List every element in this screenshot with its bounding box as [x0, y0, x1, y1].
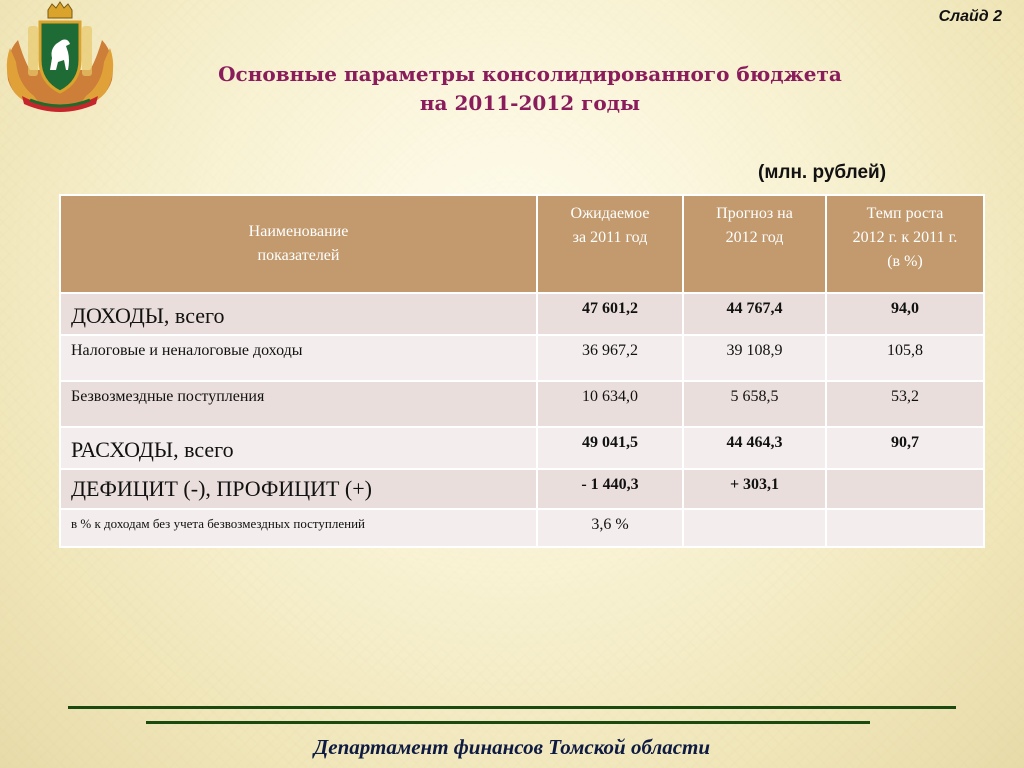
cell-growth — [826, 469, 984, 509]
cell-forecast-2012 — [683, 509, 826, 547]
table-row — [60, 293, 984, 335]
row-name: Налоговые и неналоговые доходы — [60, 335, 537, 381]
header-expected-line2: за 2011 год — [572, 229, 648, 246]
footer-rule-top — [68, 706, 956, 709]
table-row — [60, 469, 984, 509]
cell-expected-2011: 36 967,2 — [537, 335, 683, 381]
page-title — [0, 60, 1024, 118]
header-forecast-line1: Прогноз на — [716, 205, 793, 222]
cell-expected-2011: 47 601,2 — [537, 293, 683, 335]
budget-table — [59, 194, 985, 548]
header-growth-rate — [826, 195, 984, 293]
header-forecast-2012 — [683, 195, 826, 293]
units-label: (млн. рублей) — [758, 162, 887, 183]
cell-forecast-2012: 5 658,5 — [683, 381, 826, 427]
header-growth-line2: 2012 г. к 2011 г. — [852, 229, 958, 246]
row-name: ДОХОДЫ, всего — [60, 293, 537, 335]
table-row — [60, 427, 984, 469]
cell-expected-2011: 10 634,0 — [537, 381, 683, 427]
cell-forecast-2012: 39 108,9 — [683, 335, 826, 381]
table-header-row — [60, 195, 984, 293]
header-growth-line3: (в %) — [887, 253, 923, 270]
cell-forecast-2012: + 303,1 — [683, 469, 826, 509]
cell-growth — [826, 509, 984, 547]
row-name: РАСХОДЫ, всего — [60, 427, 537, 469]
header-growth-line1: Темп роста — [866, 205, 944, 222]
title-line-2: на 2011-2012 годы — [419, 91, 641, 115]
header-name — [60, 195, 537, 293]
header-expected-2011 — [537, 195, 683, 293]
cell-growth: 94,0 — [826, 293, 984, 335]
cell-expected-2011: 49 041,5 — [537, 427, 683, 469]
footer-department: Департамент финансов Томской области — [313, 735, 711, 759]
title-line-1: Основные параметры консолидированного бюджета — [218, 62, 842, 86]
header-forecast-line2: 2012 год — [725, 229, 784, 246]
table-row — [60, 509, 984, 547]
row-name: ДЕФИЦИТ (-), ПРОФИЦИТ (+) — [60, 469, 537, 509]
header-name-line1: Наименование — [248, 222, 349, 240]
cell-growth: 105,8 — [826, 335, 984, 381]
slide-number: Слайд 2 — [938, 8, 1002, 25]
cell-growth: 53,2 — [826, 381, 984, 427]
row-name: в % к доходам без учета безвозмездных поступлений — [60, 509, 537, 547]
table-row — [60, 335, 984, 381]
cell-expected-2011: 3,6 % — [537, 509, 683, 547]
footer-rule-bottom — [146, 721, 870, 724]
table-row — [60, 381, 984, 427]
header-name-line2: показателей — [257, 246, 340, 264]
row-name: Безвозмездные поступления — [60, 381, 537, 427]
cell-forecast-2012: 44 464,3 — [683, 427, 826, 469]
cell-growth: 90,7 — [826, 427, 984, 469]
header-expected-line1: Ожидаемое — [570, 205, 650, 222]
cell-expected-2011: - 1 440,3 — [537, 469, 683, 509]
cell-forecast-2012: 44 767,4 — [683, 293, 826, 335]
